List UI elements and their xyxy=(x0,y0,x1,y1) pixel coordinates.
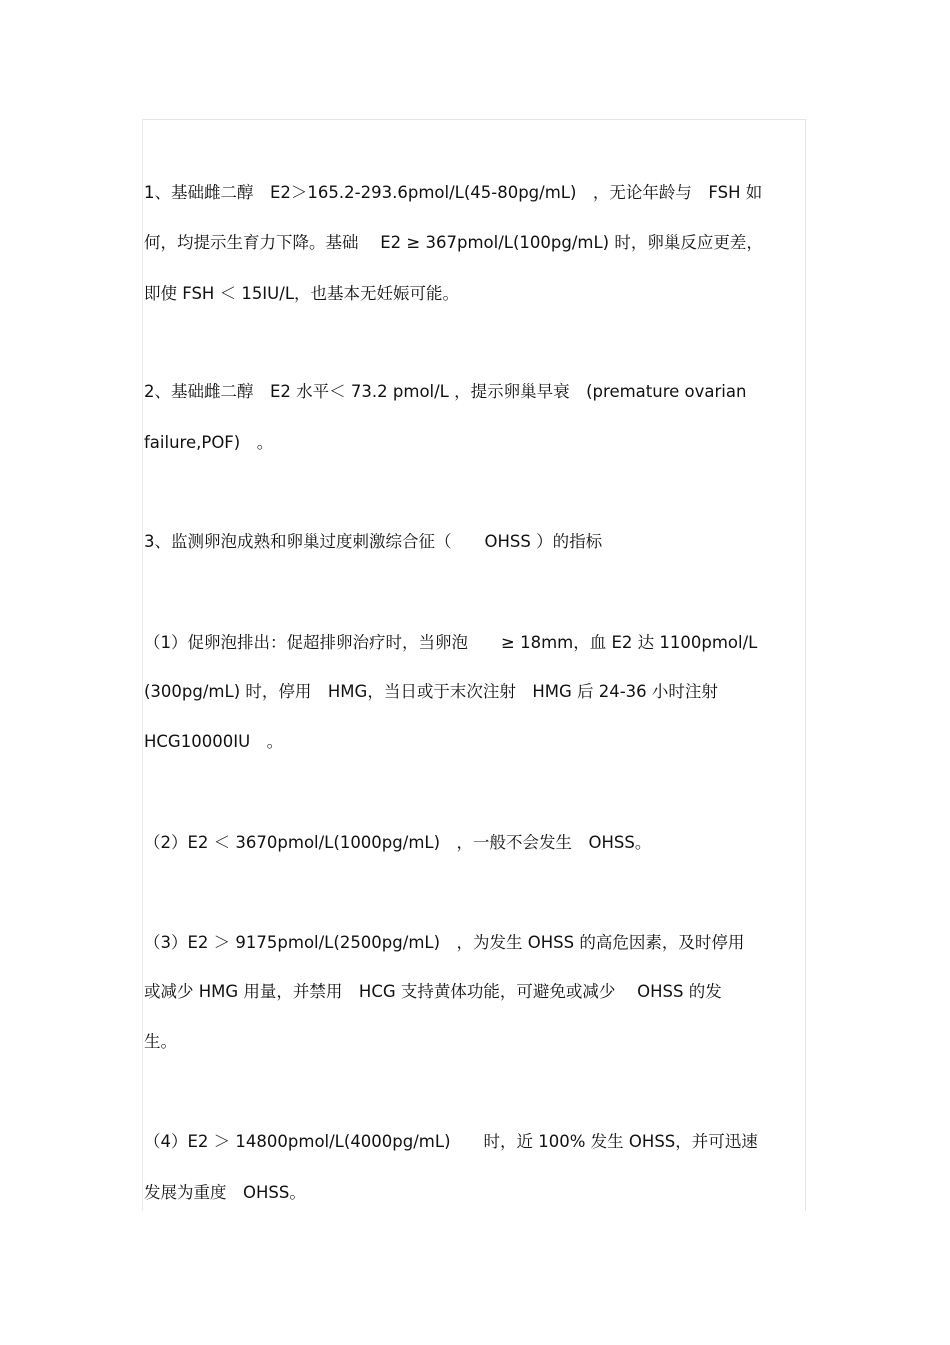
text-line: （3）E2 ＞ 9175pmol/L(2500pg/mL) ，为发生 OHSS 的高危因素，及时停用 xyxy=(144,933,745,952)
text-line: failure,POF) 。 xyxy=(144,433,274,452)
text-line: HCG10000IU 。 xyxy=(144,732,284,751)
text-line: （1）促卵泡排出：促超排卵治疗时，当卵泡 ≥ 18mm，血 E2 达 1100pmol/L xyxy=(144,633,758,652)
text-line: （4）E2 ＞ 14800pmol/L(4000pg/mL) 时，近 100% 发生 OHSS，并可迅速 xyxy=(144,1132,758,1151)
text-line: (300pg/mL) 时，停用 HMG，当日或于末次注射 HMG 后 24-36 小时注射 xyxy=(144,682,718,701)
text-line: 2、基础雌二醇 E2 水平＜ 73.2 pmol/L ，提示卵巢早衰 (premature ovarian xyxy=(144,382,747,401)
text-line: 或减少 HMG 用量，并禁用 HCG 支持黄体功能，可避免或减少 OHSS 的发 xyxy=(144,982,722,1001)
text-line: 3、监测卵泡成熟和卵巢过度刺激综合征（ OHSS ）的指标 xyxy=(144,532,603,551)
text-line: 1、基础雌二醇 E2＞165.2-293.6pmol/L(45-80pg/mL) ，无论年龄与 FSH 如 xyxy=(144,183,763,202)
text-line: （2）E2 ＜ 3670pmol/L(1000pg/mL) ，一般不会发生 OHSS。 xyxy=(144,833,652,852)
text-line: 发展为重度 OHSS。 xyxy=(144,1183,306,1202)
text-line: 即使 FSH ＜ 15IU/L，也基本无妊娠可能。 xyxy=(144,284,460,303)
text-line: 生。 xyxy=(144,1032,177,1051)
text-line: 何，均提示生育力下降。基础 E2 ≥ 367pmol/L(100pg/mL) 时，卵巢反应更差， xyxy=(144,233,763,252)
